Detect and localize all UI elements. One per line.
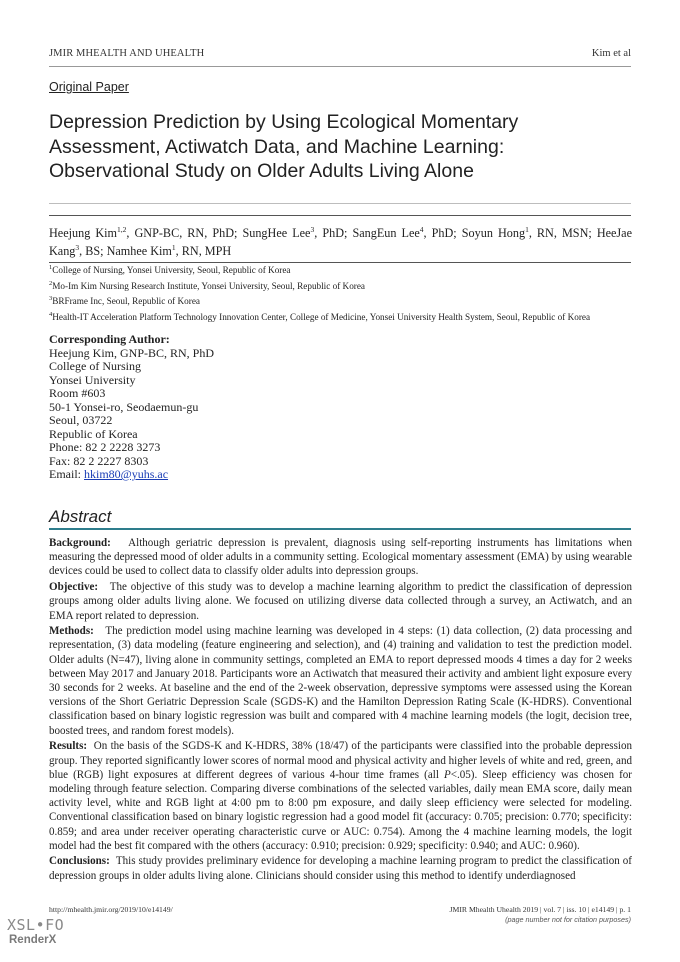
corresponding-line: Phone: 82 2 2228 3273 [49, 440, 161, 454]
running-head [49, 48, 631, 62]
author-affiliation-ref: 3 [310, 224, 315, 234]
affiliation-number: 2 [49, 279, 53, 287]
affiliation-item [49, 294, 639, 310]
title-divider-top [49, 203, 631, 204]
corresponding-line: Republic of Korea [49, 426, 138, 441]
abstract-methods [49, 624, 632, 738]
affiliation-item [49, 279, 639, 295]
section-label: Conclusions: [49, 855, 110, 868]
section-text: The objective of this study was to develop a machine learning algorithm to predict the classification of depression groups among older adults living alone. We focused on utilizing diverse data collected through a survey, an Actiwatch, and an EMA report related to depression. [49, 581, 632, 622]
author-credentials: , PhD; [314, 226, 353, 240]
affiliation-item [49, 310, 639, 326]
author-credentials: , RN, MSN; [528, 226, 597, 240]
section-text: The prediction model using machine learning was developed in 4 steps: (1) data collection, (2) data processing and representation, (3) data modeling (feature engineering and selection), and (4) training and validation to test the prediction model. Older adults (N=47), living alone in community settings, completed an EMA to report depressed moods 4 times a day for 2 weeks between May 2017 and January 2018. Participants wore an Actiwatch that measured their activity and ambient light exposure every 30 seconds for 2 weeks. At baseline and the end of the 2-week observation, depressive symptoms were assessed using the Korean versions of the Short Geriatric Depression Scale (SGDS-K) and the Hamilton Depression Rating Scale (K-HDRS). Conventional classification based on binary logistic regression was built and compared with 4 machine learning models (the logit, decision tree, boosted trees, and random forest models). [49, 625, 632, 737]
corresponding-line: Fax: 82 2 2227 8303 [49, 453, 149, 468]
logo-line-2: RenderX [9, 934, 57, 946]
corresponding-line: Heejung Kim, GNP-BC, RN, PhD [49, 345, 215, 360]
corresponding-author-heading: Corresponding Author: [49, 332, 170, 346]
corresponding-line: College of Nursing [49, 359, 141, 373]
footer-note: (page number not for citation purposes) [505, 915, 631, 924]
abstract-objective [49, 580, 632, 623]
email-label: Email: [49, 467, 84, 481]
header-divider [49, 66, 631, 67]
section-text: This study provides preliminary evidence for developing a machine learning program to predict the classification of depression groups in older adults living alone. Clinicians should consider using this method to identify underdiagnosed [49, 855, 632, 882]
footer-citation: JMIR Mhealth Uhealth 2019 | vol. 7 | iss. 10 | e14149 | p. 1 [449, 905, 631, 914]
journal-name: JMIR MHEALTH AND UHEALTH [49, 48, 205, 59]
section-text: On the basis of the SGDS-K and K-HDRS, 38% (18/47) of the participants were classified into the probable depression group. They reported significantly lower scores of normal mood and physical activity and higher levels of white and red, green, and blue (RGB) light exposures at different degrees of various 4-hour time frames (all [49, 740, 632, 781]
author-name: Heejung Kim [49, 226, 118, 240]
running-authors: Kim et al [591, 48, 631, 59]
affiliation-number: 1 [49, 263, 53, 271]
affiliation-text: BRFrame Inc, Seoul, Republic of Korea [52, 296, 200, 306]
author-name: Soyun Hong [461, 226, 526, 240]
author-credentials: , PhD; [423, 226, 462, 240]
p-value-symbol: P [444, 768, 451, 781]
corresponding-line: Yonsei University [49, 372, 136, 387]
logo-line-1: XSL•FO [7, 916, 65, 934]
section-label: Results: [49, 740, 88, 753]
author-affiliation-ref: 1 [171, 242, 176, 252]
renderx-logo [7, 917, 67, 947]
email-line [49, 468, 449, 482]
affiliation-number: 4 [49, 310, 53, 318]
email-link[interactable]: hkim80@yuhs.ac [84, 467, 169, 481]
abstract-conclusions [49, 854, 632, 882]
corresponding-line: 50-1 Yonsei-ro, Seodaemun-gu [49, 399, 199, 414]
corresponding-line: Room #603 [49, 386, 106, 400]
section-label: Background: [49, 537, 111, 549]
affiliation-text: Mo-Im Kim Nursing Research Institute, Yonsei University, Seoul, Republic of Korea [52, 280, 366, 291]
author-affiliation-ref: 3 [75, 242, 80, 252]
section-text: <.05). Sleep efficiency was chosen for modeling through feature selection. Comparing diverse combinations of the selected variables, daily mean EMA score, daily mean activity level, white and RGB light at 4:00 pm to 8:00 pm exposure, and daily sleep efficiency were selected for modeling. Conventional classification based on binary logistic regression had a good model fit (accuracy: 0.705; precision: 0.770; specificity: 0.859; and area under receiver operating characteristic curve or AUC: 0.754). Among the 4 machine learning models, the logit model had the best fit compared with the others (accuracy: 0.910; precision: 0.929; specificity: 0.940; and AUC: 0.960). [49, 768, 632, 852]
section-label: Methods: [49, 625, 94, 638]
author-list [49, 224, 632, 260]
corresponding-author-block [49, 333, 449, 482]
author-name: SungHee Lee [242, 226, 311, 240]
author-name: HeeJae Kang [49, 226, 632, 258]
abstract-heading: Abstract [49, 507, 112, 526]
corresponding-line: Seoul, 03722 [49, 413, 113, 427]
author-affiliation-ref: 1,2 [117, 224, 127, 234]
section-text: Although geriatric depression is prevalent, diagnosis using self-reporting instruments has limitations when measuring the depressed mood of older adults in a community setting. Ecological momentary assessment (EMA) by using wearable devices could be used to collect data to classify older adults into depression groups. [49, 537, 632, 578]
affiliation-number: 3 [49, 294, 53, 302]
article-type: Original Paper [49, 80, 129, 94]
title-divider-bottom [49, 215, 631, 216]
affiliation-text: Health-IT Acceleration Platform Technology Innovation Center, College of Medicine, Yonsei University Health System, Seoul, Republic of Korea [52, 311, 591, 322]
section-label: Objective: [49, 581, 99, 594]
author-credentials: , GNP-BC, RN, PhD; [126, 226, 243, 240]
paper-title: Depression Prediction by Using Ecological Momentary Assessment, Actiwatch Data, and Machine Learning: Observational Study on Older Adults Living Alone [49, 111, 519, 182]
author-credentials: , BS; [79, 244, 107, 258]
affiliation-list [49, 263, 639, 325]
abstract-background [49, 536, 632, 579]
abstract-divider [49, 528, 631, 530]
author-name: Namhee Kim [106, 244, 172, 258]
affiliation-text: College of Nursing, Yonsei University, Seoul, Republic of Korea [52, 265, 291, 275]
footer-url: http://mhealth.jmir.org/2019/10/e14149/ [49, 905, 173, 914]
author-affiliation-ref: 4 [419, 224, 424, 234]
author-affiliation-ref: 1 [525, 224, 529, 234]
abstract-body [49, 536, 632, 884]
abstract-results [49, 739, 632, 853]
affiliation-item [49, 263, 639, 279]
author-name: SangEun Lee [352, 226, 420, 240]
author-credentials: , RN, MPH [175, 244, 232, 258]
